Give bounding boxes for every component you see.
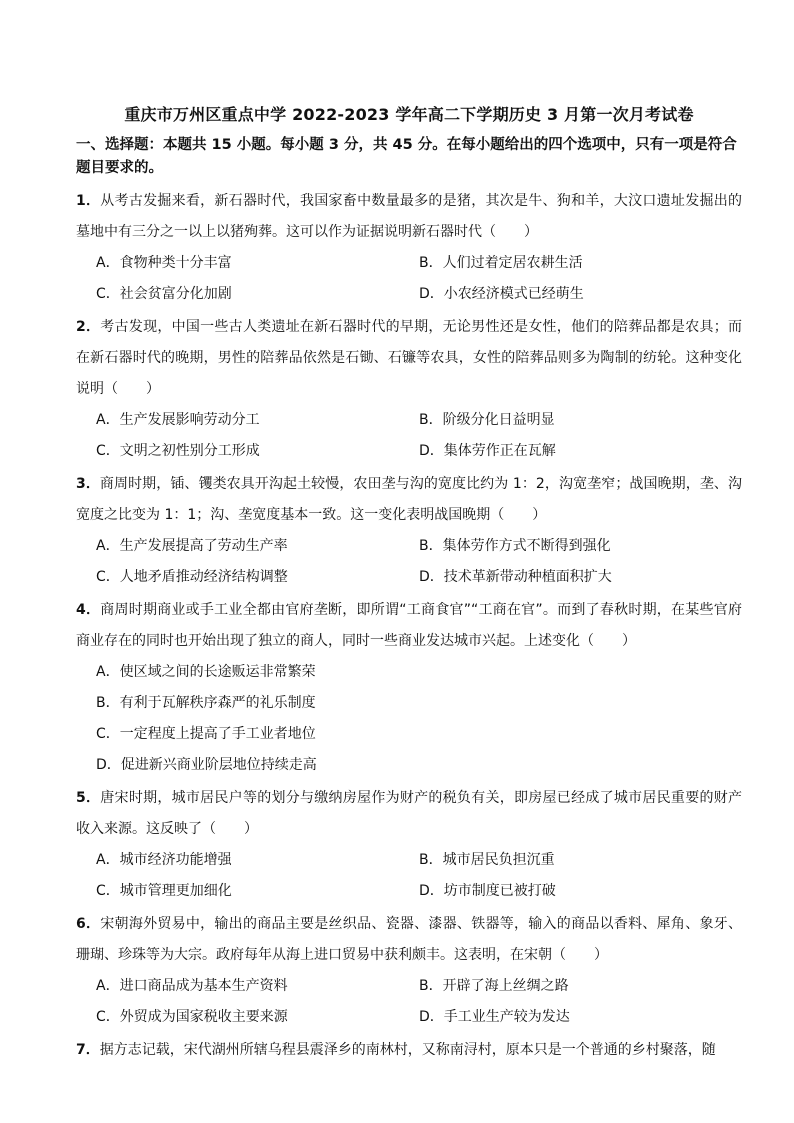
option-a[interactable]: A．使区域之间的长途贩运非常繁荣 bbox=[96, 664, 316, 680]
option-row bbox=[76, 1002, 742, 1033]
question-stem bbox=[76, 469, 742, 531]
option-a[interactable]: A．城市经济功能增强 bbox=[96, 852, 232, 868]
option-row bbox=[76, 845, 742, 876]
question-number: 3． bbox=[76, 476, 100, 492]
question-3 bbox=[76, 469, 742, 593]
option-b[interactable]: B．城市居民负担沉重 bbox=[419, 852, 555, 868]
option-row bbox=[76, 405, 742, 436]
option-row bbox=[76, 248, 742, 279]
option-b[interactable]: B．有利于瓦解秩序森严的礼乐制度 bbox=[96, 695, 316, 711]
option-d[interactable]: D．促进新兴商业阶层地位持续走高 bbox=[96, 757, 317, 773]
option-d[interactable]: D．技术革新带动种植面积扩大 bbox=[419, 569, 612, 585]
option-row bbox=[76, 279, 742, 310]
question-stem bbox=[76, 909, 742, 971]
question-text: 商周时期，锸、䦆类农具开沟起土较慢，农田垄与沟的宽度比约为 1：2，沟宽垄窄；战国晚期，垄、沟宽度之比变为 1：1；沟、垄宽度基本一致。这一变化表明战国晚期（ ） bbox=[76, 476, 743, 523]
option-a[interactable]: A．进口商品成为基本生产资料 bbox=[96, 978, 288, 994]
option-a[interactable]: A．食物种类十分丰富 bbox=[96, 255, 232, 271]
option-a[interactable]: A．生产发展影响劳动分工 bbox=[96, 412, 260, 428]
option-c[interactable]: C．社会贫富分化加剧 bbox=[96, 286, 232, 302]
question-5 bbox=[76, 783, 742, 907]
option-row bbox=[76, 876, 742, 907]
question-text: 从考古发掘来看，新石器时代，我国家畜中数量最多的是猪，其次是牛、狗和羊，大汶口遗址发掘出的墓地中有三分之一以上以猪殉葬。这可以作为证据说明新石器时代（ ） bbox=[76, 193, 742, 240]
question-2 bbox=[76, 312, 742, 467]
question-number: 2． bbox=[76, 319, 101, 335]
question-text: 据方志记载，宋代湖州所辖乌程县震泽乡的南林村，又称南浔村，原本只是一个普通的乡村聚落，随 bbox=[99, 1042, 716, 1058]
question-1 bbox=[76, 186, 742, 310]
option-row bbox=[76, 562, 742, 593]
option-a[interactable]: A．生产发展提高了劳动生产率 bbox=[96, 538, 288, 554]
option-c[interactable]: C．城市管理更加细化 bbox=[96, 883, 232, 899]
question-text: 商周时期商业或手工业全都由官府垄断，即所谓“工商食官”“工商在官”。而到了春秋时期，在某些官府商业存在的同时也开始出现了独立的商人，同时一些商业发达城市兴起。上述变化（ ） bbox=[76, 602, 742, 649]
option-c[interactable]: C．一定程度上提高了手工业者地位 bbox=[96, 726, 316, 742]
question-text: 唐宋时期，城市居民户等的划分与缴纳房屋作为财产的税负有关，即房屋已经成了城市居民重要的财产收入来源。这反映了（ ） bbox=[76, 790, 742, 837]
option-b[interactable]: B．阶级分化日益明显 bbox=[419, 412, 555, 428]
question-stem bbox=[76, 595, 742, 657]
option-row bbox=[76, 531, 742, 562]
option-row bbox=[76, 971, 742, 1002]
option-c[interactable]: C．人地矛盾推动经济结构调整 bbox=[96, 569, 288, 585]
question-4 bbox=[76, 595, 742, 781]
option-d[interactable]: D．小农经济模式已经萌生 bbox=[419, 286, 584, 302]
option-c[interactable]: C．文明之初性别分工形成 bbox=[96, 443, 260, 459]
question-stem bbox=[76, 1035, 742, 1066]
option-d[interactable]: D．手工业生产较为发达 bbox=[419, 1009, 570, 1025]
question-number: 4． bbox=[76, 602, 101, 618]
option-c[interactable]: C．外贸成为国家税收主要来源 bbox=[96, 1009, 288, 1025]
section-heading: 一、选择题：本题共 15 小题。每小题 3 分，共 45 分。在每小题给出的四个选项中，只有一项是符合题目要求的。 bbox=[76, 137, 737, 176]
question-stem bbox=[76, 186, 742, 248]
question-number: 5． bbox=[76, 790, 101, 806]
option-b[interactable]: B．人们过着定居农耕生活 bbox=[419, 255, 583, 271]
question-stem bbox=[76, 783, 742, 845]
option-row bbox=[76, 436, 742, 467]
option-b[interactable]: B．开辟了海上丝绸之路 bbox=[419, 978, 569, 994]
question-number: 7． bbox=[76, 1042, 100, 1058]
question-7 bbox=[76, 1035, 742, 1066]
option-b[interactable]: B．集体劳作方式不断得到强化 bbox=[419, 538, 611, 554]
question-6 bbox=[76, 909, 742, 1033]
exam-title: 重庆市万州区重点中学 2022-2023 学年高二下学期历史 3 月第一次月考试卷 bbox=[124, 105, 694, 124]
question-text: 考古发现，中国一些古人类遗址在新石器时代的早期，无论男性还是女性，他们的陪葬品都是农具；而在新石器时代的晚期，男性的陪葬品依然是石锄、石镰等农具，女性的陪葬品则多为陶制的纺轮。这种变化说明（ ） bbox=[76, 319, 742, 397]
question-stem bbox=[76, 312, 742, 405]
option-d[interactable]: D．集体劳作正在瓦解 bbox=[419, 443, 556, 459]
question-number: 6． bbox=[76, 916, 101, 932]
question-text: 宋朝海外贸易中，输出的商品主要是丝织品、瓷器、漆器、铁器等，输入的商品以香料、犀角、象牙、珊瑚、珍珠等为大宗。政府每年从海上进口贸易中获利颇丰。这表明，在宋朝（ ） bbox=[76, 916, 742, 963]
option-d[interactable]: D．坊市制度已被打破 bbox=[419, 883, 556, 899]
question-number: 1． bbox=[76, 193, 101, 209]
